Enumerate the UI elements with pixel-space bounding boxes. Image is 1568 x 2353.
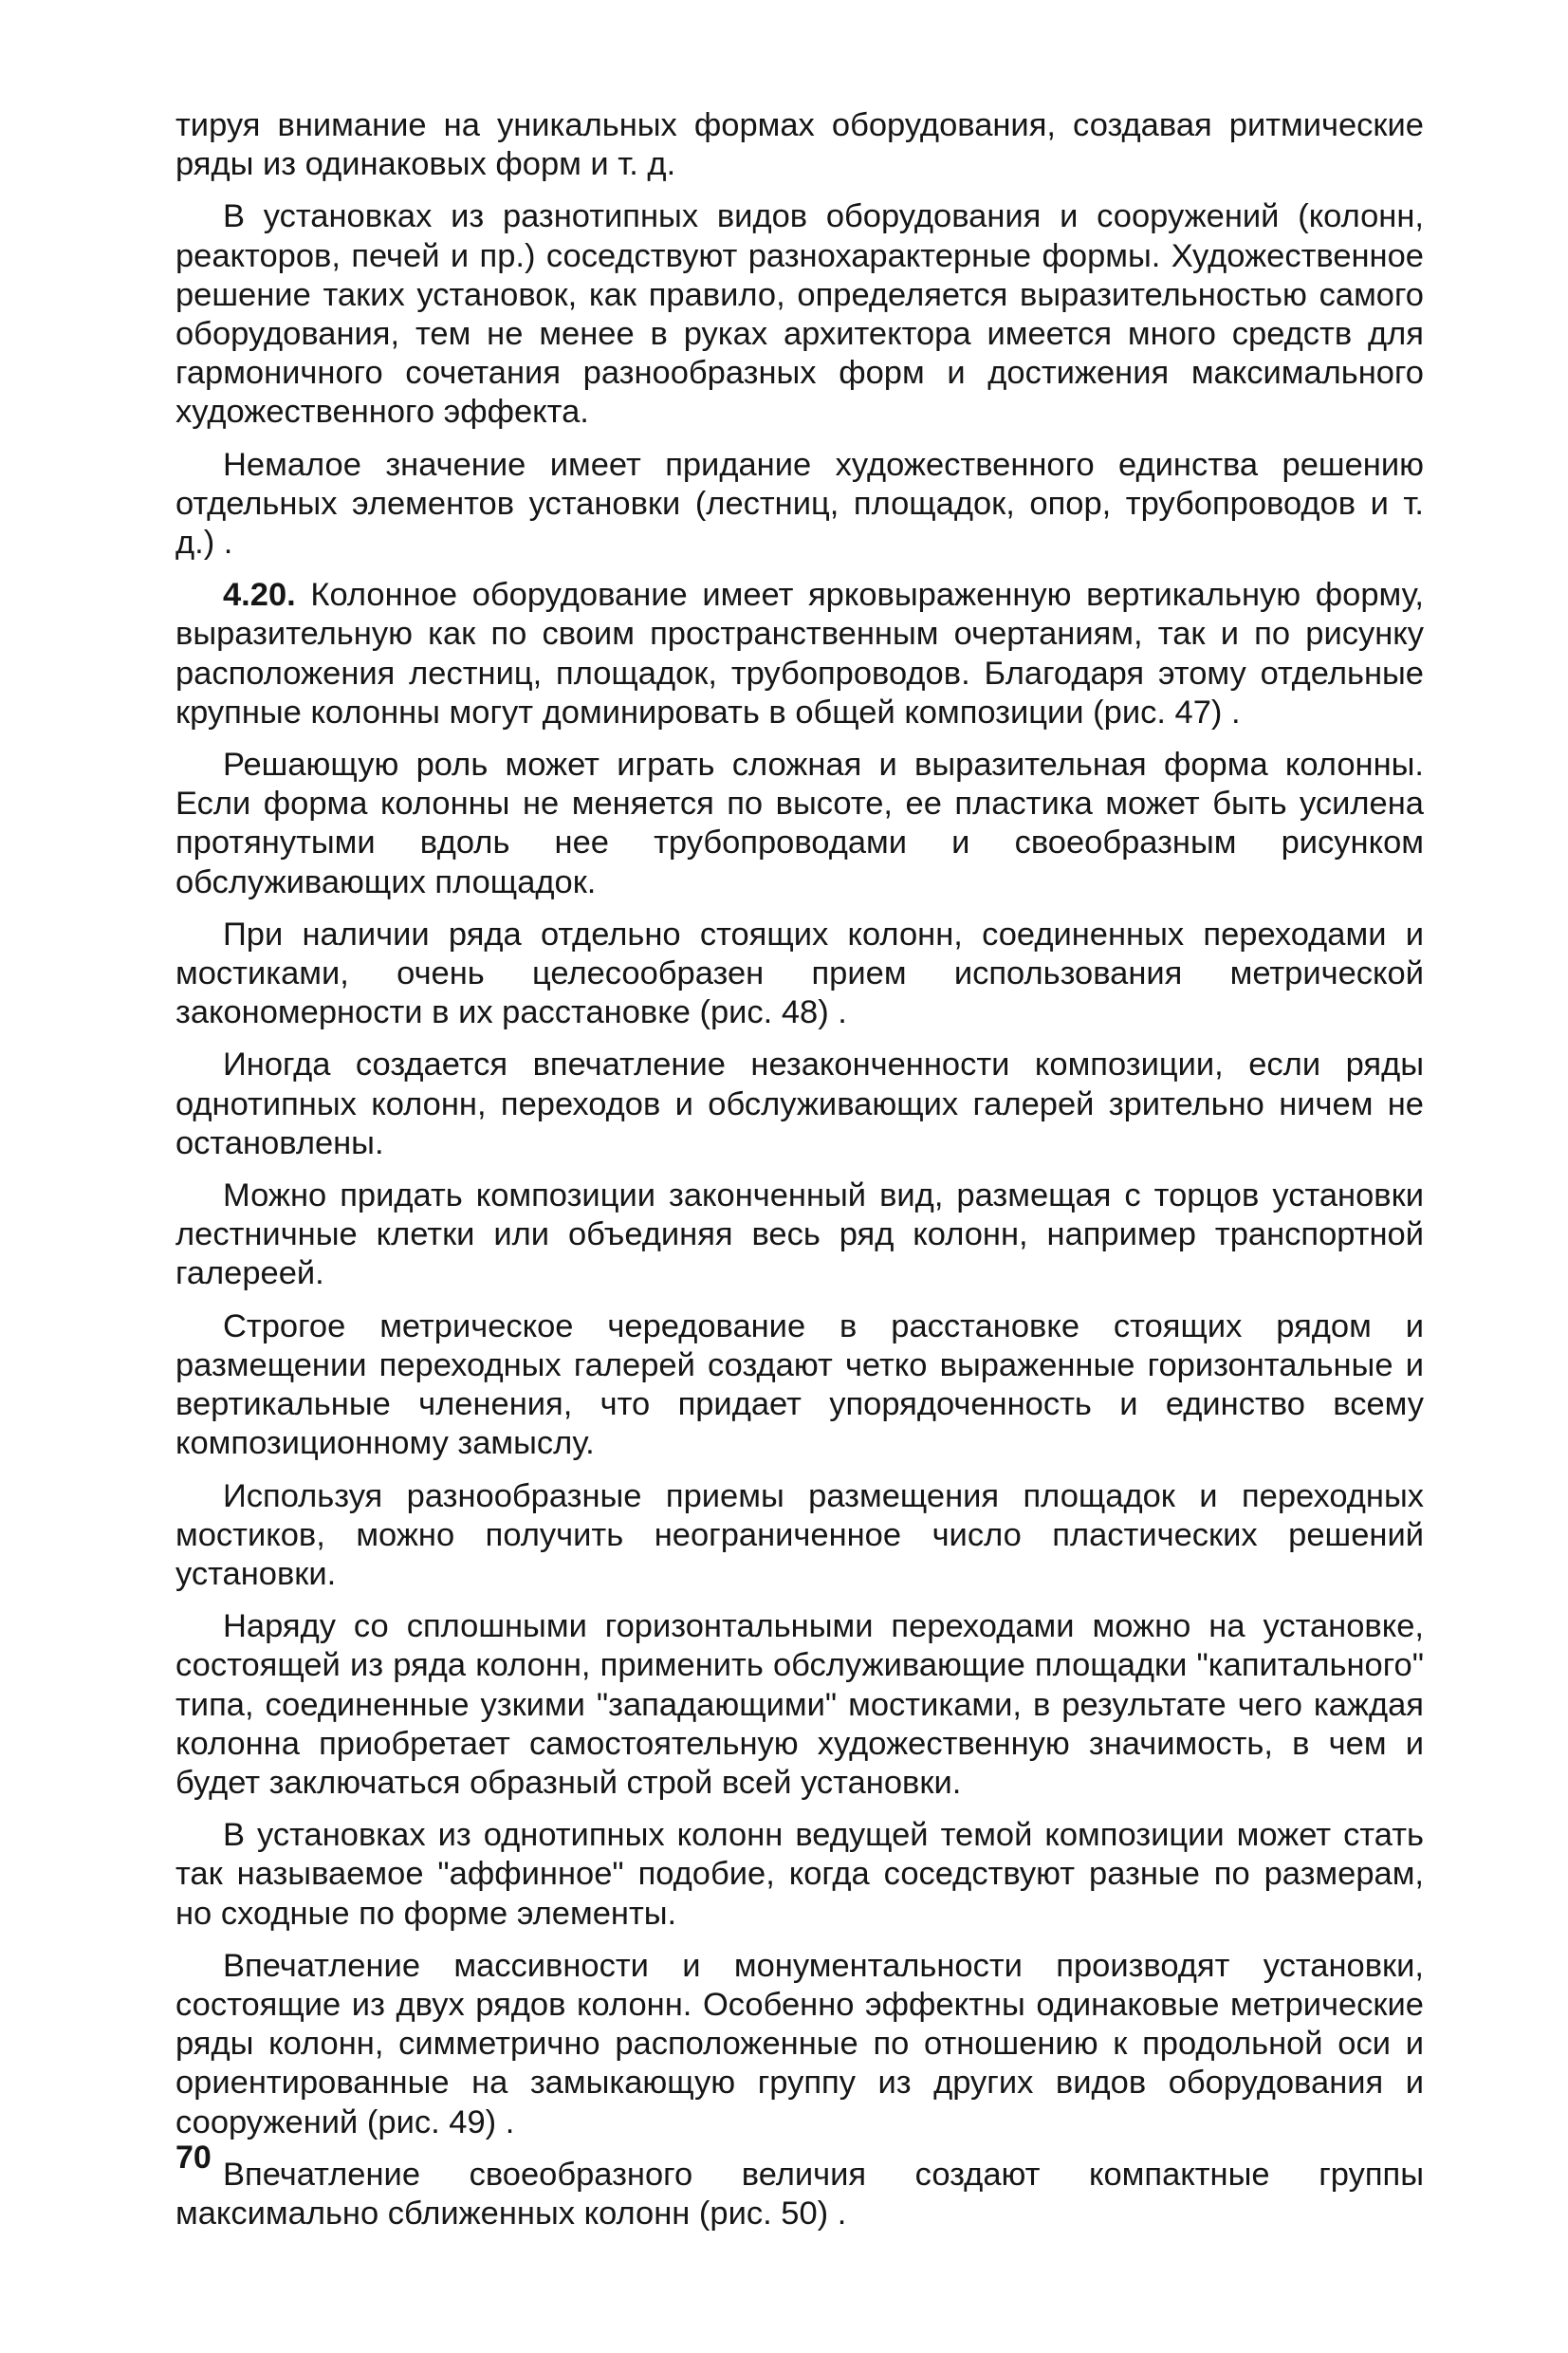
paragraph: Немалое значение имеет придание художественного единства решению отдельных элементов установки (лестниц, площадок, опор, трубопроводов и т. д.) . [175, 446, 1424, 562]
paragraph: тируя внимание на уникальных формах оборудования, создавая ритмические ряды из одинаковых форм и т. д. [175, 107, 1424, 183]
paragraph: Решающую роль может играть сложная и выразительная форма колонны. Если форма колонны не меняется по высоте, ее пластика может быть усилена протянутыми вдоль нее трубопроводами и своеобразным рисунком обслуживающих площадок. [175, 747, 1424, 900]
page-number: 70 [175, 2140, 212, 2176]
page-body [175, 106, 1424, 2247]
paragraph: Иногда создается впечатление незаконченности композиции, если ряды однотипных колонн, переходов и обслуживающих галерей зрительно ничем не остановлены. [175, 1047, 1424, 1161]
paragraph: Наряду со сплошными горизонтальными переходами можно на установке, состоящей из ряда колонн, применить обслуживающие площадки "капитального" типа, соединенные узкими "западающими" мостиками, в результате чего каждая колонна приобретает самостоятельную художественную значимость, в чем и будет заключаться образный строй всей установки. [175, 1608, 1424, 1801]
paragraph: В установках из разнотипных видов оборудования и сооружений (колонн, реакторов, печей и пр.) соседствуют разнохарактерные формы. Художественное решение таких установок, как правило, определяется выразительностью самого оборудования, тем не менее в руках архитектора имеется много средств для гармоничного сочетания разнообразных форм и достижения максимального художественного эффекта. [175, 198, 1424, 431]
paragraph: В установках из однотипных колонн ведущей темой композиции может стать так называемое "аффинное" подобие, когда соседствуют разные по размерам, но сходные по форме элементы. [175, 1817, 1424, 1932]
paragraph: Впечатление массивности и монументальности производят установки, состоящие из двух рядов колонн. Особенно эффектны одинаковые метрические ряды колонн, симметрично расположенные по отношению к продольной оси и ориентированные на замыкающую группу из других видов оборудования и сооружений (рис. 49) . [175, 1947, 1424, 2140]
paragraph-text: Колонное оборудование имеет ярковыраженную вертикальную форму, выразительную как по своим пространственным очертаниям, так и по рисунку расположения лестниц, площадок, трубопроводов. Благодаря этому отдельные крупные колонны могут доминировать в общей композиции (рис. 47) . [175, 577, 1424, 731]
paragraph: Впечатление своеобразного величия создают компактные группы максимально сближенных колонн (рис. 50) . [175, 2156, 1424, 2232]
section-paragraph [175, 576, 1424, 732]
paragraph: Строгое метрическое чередование в расстановке стоящих рядом и размещении переходных галерей создают четко выраженные горизонтальные и вертикальные членения, что придает упорядоченность и единство всему композиционному замыслу. [175, 1307, 1424, 1462]
paragraph: При наличии ряда отдельно стоящих колонн, соединенных переходами и мостиками, очень целесообразен прием использования метрической закономерности в их расстановке (рис. 48) . [175, 916, 1424, 1031]
paragraph: Можно придать композиции законченный вид, размещая с торцов установки лестничные клетки или объединяя весь ряд колонн, например транспортной галереей. [175, 1177, 1424, 1292]
section-number: 4.20. [223, 577, 296, 614]
paragraph: Используя разнообразные приемы размещения площадок и переходных мостиков, можно получить неограниченное число пластических решений установки. [175, 1477, 1424, 1592]
